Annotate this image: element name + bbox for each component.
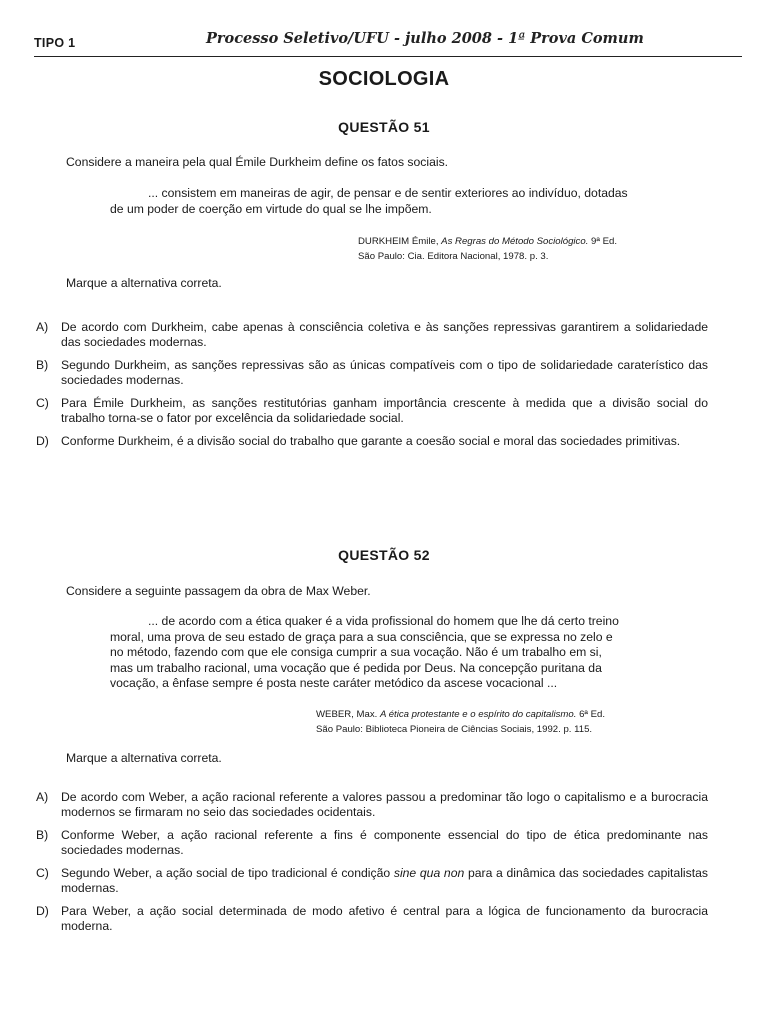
citation-edition: 6ª Ed. xyxy=(579,709,606,720)
question-51-option-d[interactable] xyxy=(36,434,708,449)
question-51-option-c[interactable] xyxy=(36,396,708,426)
quote-line: mas um trabalho racional, uma vocação que é pedida por Deus. Na concepção puritana da xyxy=(110,660,602,675)
quote-line: ... de acordo com a ética quaker é a vida profissional do homem que lhe dá certo treino xyxy=(148,614,619,628)
quote-line: de um poder de coerção em virtude do qual se lhe impõem. xyxy=(110,201,432,216)
question-51-option-b[interactable] xyxy=(36,358,708,388)
option-text: Segundo Durkheim, as sanções repressivas são as únicas compatíveis com o tipo de solidariedade caraterístico das sociedades modernas. xyxy=(61,358,708,387)
question-52-option-a[interactable] xyxy=(36,790,708,820)
question-51-title: QUESTÃO 51 xyxy=(338,119,430,135)
question-52-title: QUESTÃO 52 xyxy=(338,547,430,563)
option-text: Para Weber, a ação social determinada de modo afetivo é central para a lógica de funcionamento da burocracia moderna. xyxy=(61,904,708,933)
option-letter: B) xyxy=(36,828,49,842)
question-52-option-b[interactable] xyxy=(36,828,708,858)
page-header xyxy=(34,30,742,57)
question-51-option-a[interactable] xyxy=(36,320,708,350)
citation-author: DURKHEIM Émile, xyxy=(358,236,439,247)
question-52-quote xyxy=(110,614,632,692)
quote-line: moral, uma prova de seu estado de graça para a sua consciência, que se expressa no zelo e xyxy=(110,629,613,644)
citation-title: A ética protestante e o espírito do capitalismo. xyxy=(379,709,577,720)
option-letter: D) xyxy=(36,434,49,448)
subject-title: SOCIOLOGIA xyxy=(318,68,450,90)
option-letter: A) xyxy=(36,320,49,334)
option-text: De acordo com Durkheim, cabe apenas à consciência coletiva e às sanções repressivas garantirem a solidariedade das sociedades modernas. xyxy=(61,320,708,349)
citation-author: WEBER, Max. xyxy=(316,709,378,720)
option-text xyxy=(61,866,708,896)
question-52-citation xyxy=(316,707,656,737)
question-51-quote xyxy=(110,186,632,217)
option-text: Conforme Weber, a ação racional referente a fins é componente essencial do tipo de ética predominante nas sociedades modernas. xyxy=(61,828,708,857)
option-letter: B) xyxy=(36,358,49,372)
quote-line: vocação, a ênfase sempre é posta neste caráter metódico da ascese vocacional ... xyxy=(110,676,558,690)
option-text-italic: sine qua non xyxy=(393,866,465,880)
quote-line: ... consistem em maneiras de agir, de pensar e de sentir exteriores ao indivíduo, dotadas xyxy=(148,186,628,200)
question-52-instruction: Marque a alternativa correta. xyxy=(66,751,222,765)
option-letter: C) xyxy=(36,866,49,880)
citation-title: As Regras do Método Sociológico. xyxy=(441,236,589,247)
option-letter: A) xyxy=(36,790,49,804)
exam-title: Processo Seletivo/UFU - julho 2008 - 1ª Prova Comum xyxy=(206,30,644,47)
citation-edition: 9ª Ed. xyxy=(591,236,617,247)
question-52-option-d[interactable] xyxy=(36,904,708,934)
option-letter: D) xyxy=(36,904,49,918)
option-text-after: para a dinâmica das sociedades capitalistas modernas. xyxy=(61,866,708,895)
citation-publisher: São Paulo: Biblioteca Pioneira de Ciências Sociais, 1992. p. 115. xyxy=(316,724,593,735)
citation-publisher: São Paulo: Cia. Editora Nacional, 1978. p. 3. xyxy=(358,251,549,262)
option-text-before: Segundo Weber, a ação social de tipo tradicional é condição xyxy=(61,866,391,880)
exam-type-label: TIPO 1 xyxy=(34,36,76,50)
option-letter: C) xyxy=(36,396,49,410)
option-text: De acordo com Weber, a ação racional referente a valores passou a predominar tão logo o capitalismo e a burocracia modernos se firmaram no seio das sociedades ocidentais. xyxy=(61,790,708,819)
question-51-intro: Considere a maneira pela qual Émile Durkheim define os fatos sociais. xyxy=(66,155,449,169)
option-text: Para Émile Durkheim, as sanções restitutórias ganham importância crescente à medida que a divisão social do trabalho torna-se o fator por excelência da solidariedade social. xyxy=(61,396,708,425)
question-51-citation xyxy=(358,234,648,264)
question-51-instruction: Marque a alternativa correta. xyxy=(66,276,222,290)
option-text: Conforme Durkheim, é a divisão social do trabalho que garante a coesão social e moral das sociedades primitivas. xyxy=(61,434,681,448)
question-52-intro: Considere a seguinte passagem da obra de Max Weber. xyxy=(66,584,371,598)
question-52-option-c[interactable] xyxy=(36,866,708,896)
quote-line: no método, fazendo com que ele consiga cumprir a sua vocação. Não é um trabalho em si, xyxy=(110,645,602,659)
